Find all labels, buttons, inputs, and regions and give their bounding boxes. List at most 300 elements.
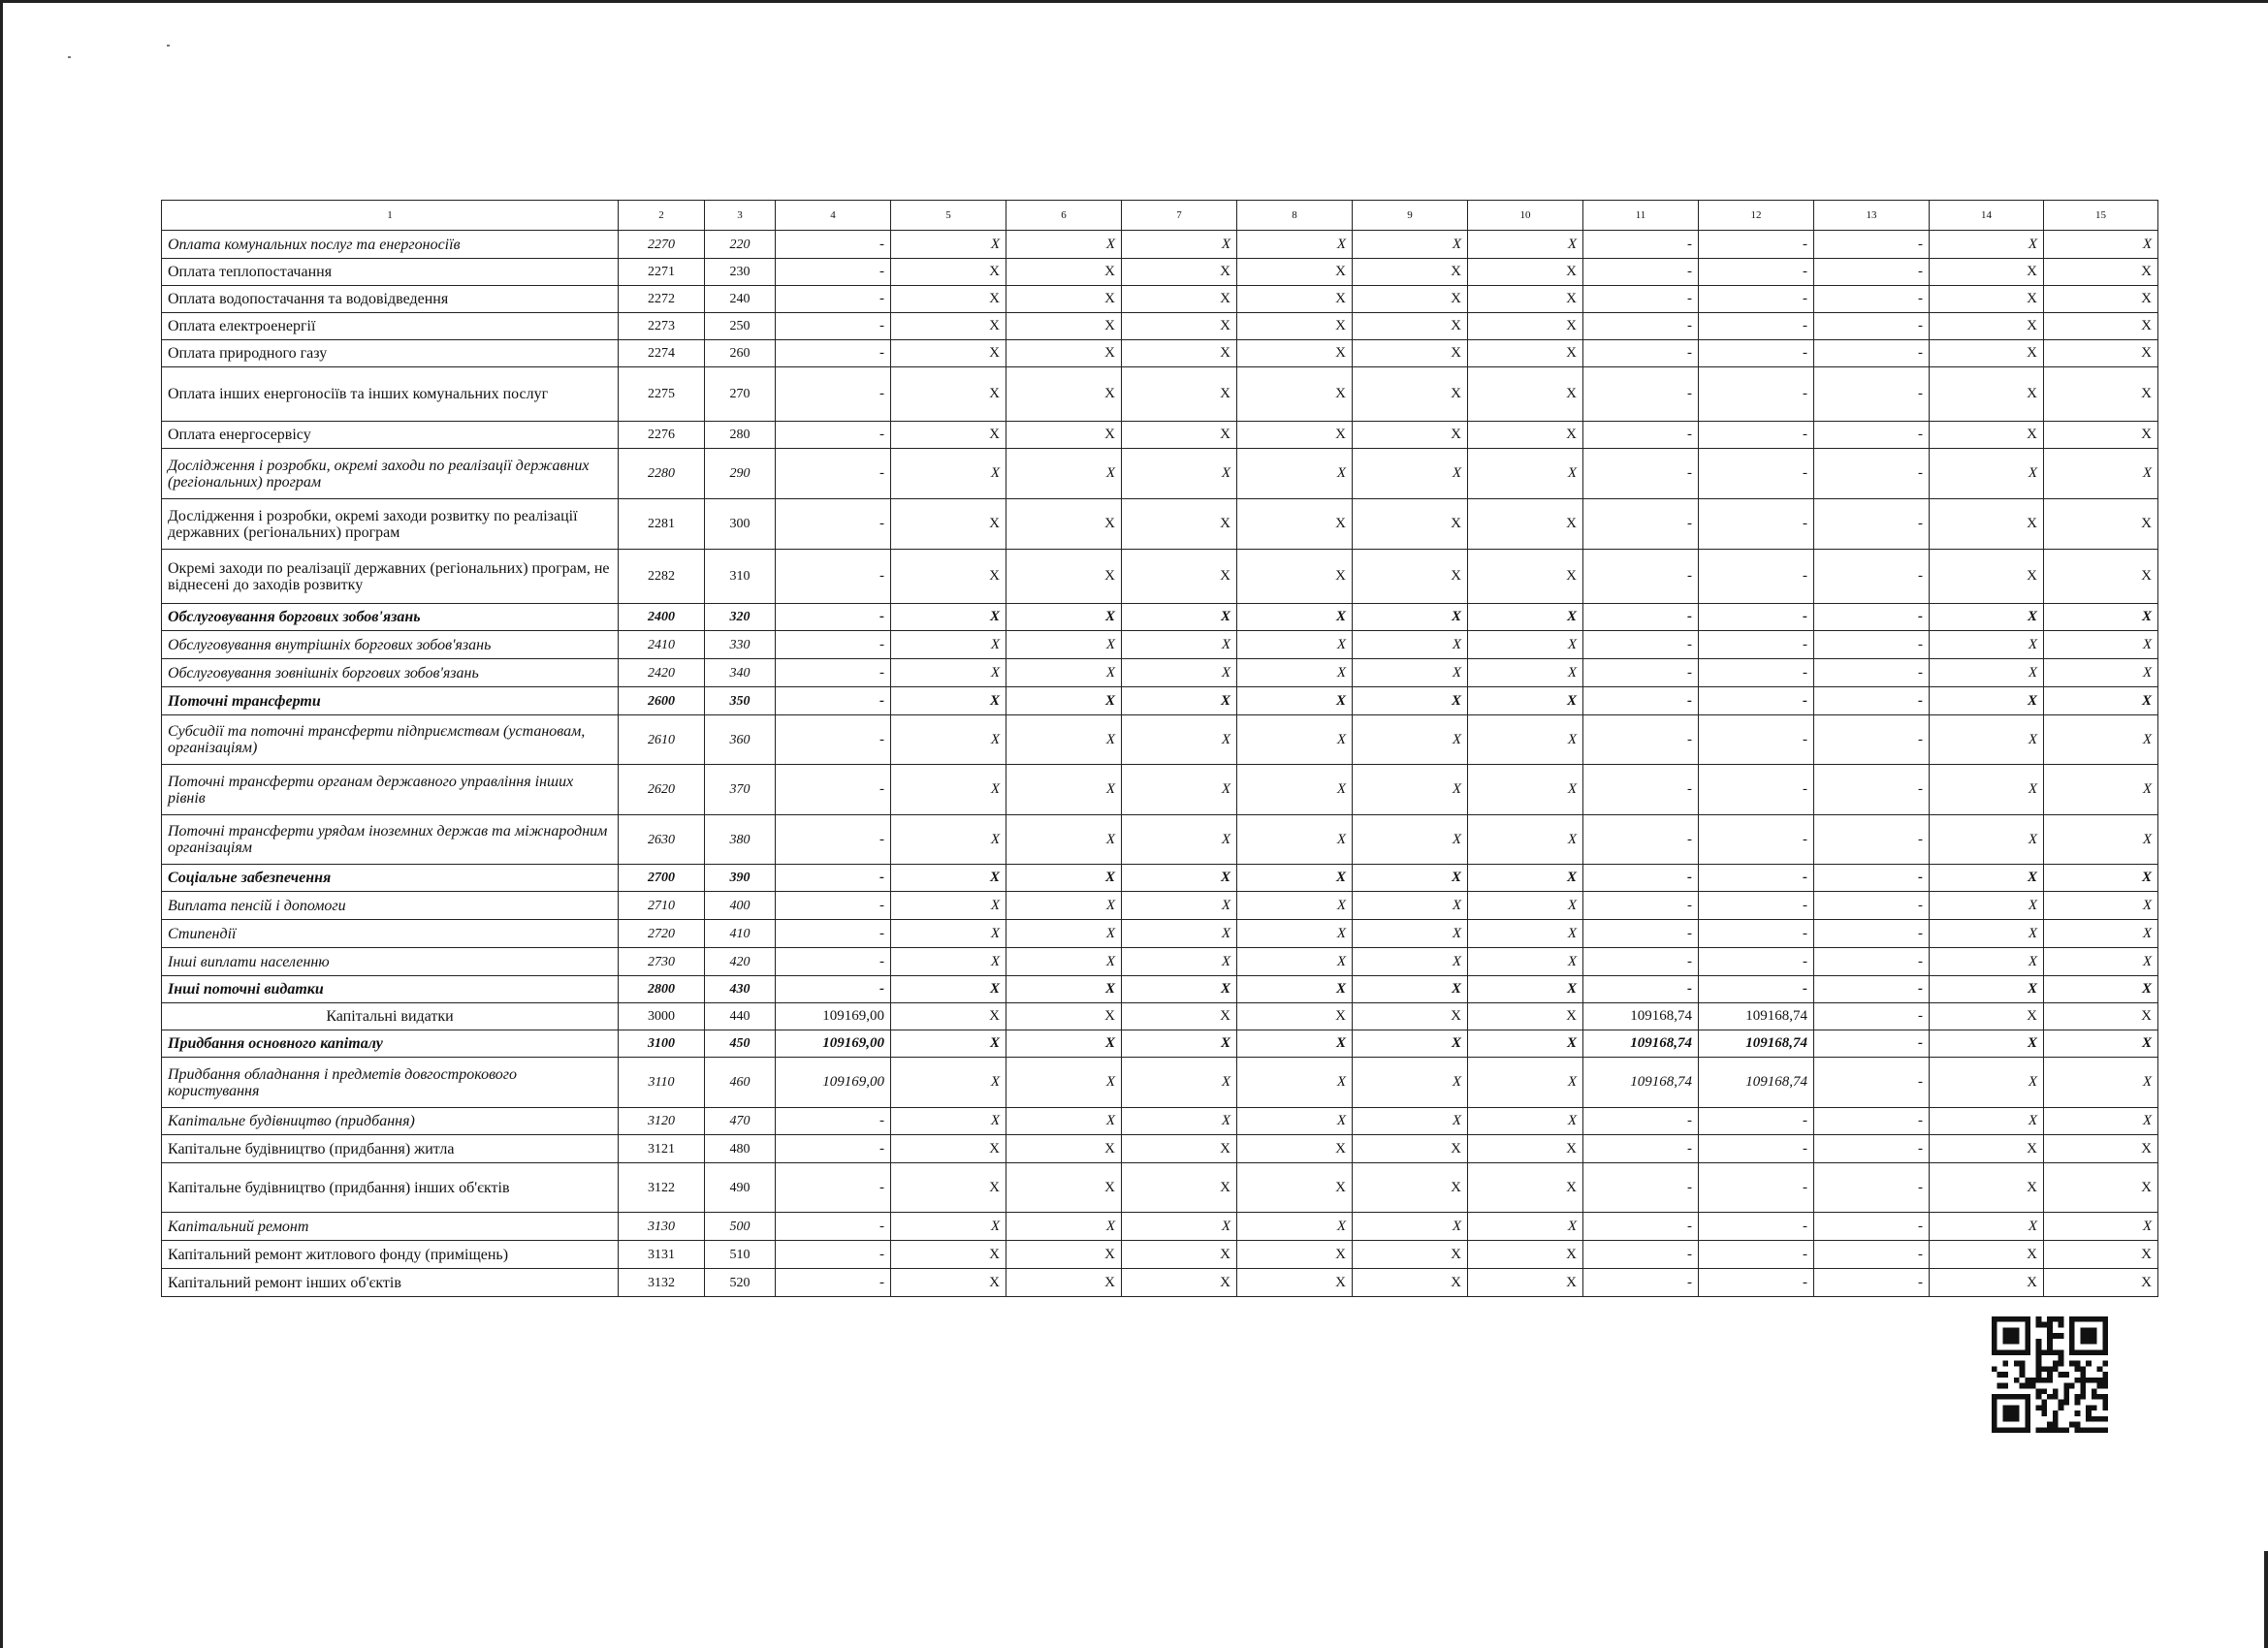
row-name: Придбання основного капіталу (162, 1030, 619, 1058)
col-12-value: - (1699, 499, 1814, 550)
x-mark-cell: X (1122, 976, 1237, 1003)
x-mark-cell: X (1353, 259, 1468, 286)
x-mark-cell: X (891, 920, 1006, 948)
x-mark-cell: X (1468, 1058, 1583, 1108)
col-11-value: - (1583, 449, 1699, 499)
x-mark-cell: X (1006, 687, 1122, 715)
x-mark-cell: X (1468, 313, 1583, 340)
x-mark-cell: X (1237, 422, 1353, 449)
row-line-code: 220 (705, 231, 776, 259)
row-kekv-code: 2282 (619, 550, 705, 604)
x-mark-cell: X (1468, 687, 1583, 715)
row-line-code: 400 (705, 892, 776, 920)
x-mark-cell: X (891, 422, 1006, 449)
x-mark-cell: X (1006, 231, 1122, 259)
x-mark-cell: X (891, 1213, 1006, 1241)
x-mark-cell: X (1353, 1213, 1468, 1241)
x-mark-cell: X (891, 449, 1006, 499)
row-kekv-code: 2276 (619, 422, 705, 449)
x-mark-cell: X (891, 313, 1006, 340)
x-mark-cell: X (1122, 1030, 1237, 1058)
row-kekv-code: 2710 (619, 892, 705, 920)
row-name: Поточні трансферти урядам іноземних держав та міжнародним організаціям (162, 815, 619, 865)
x-mark-cell: X (1930, 1030, 2044, 1058)
x-mark-cell: X (1468, 1163, 1583, 1213)
table-row (162, 631, 2158, 659)
row-name: Обслуговування зовнішніх боргових зобов'язань (162, 659, 619, 687)
x-mark-cell: X (1353, 550, 1468, 604)
x-mark-cell: X (1353, 1241, 1468, 1269)
row-line-code: 460 (705, 1058, 776, 1108)
row-name: Соціальне забезпечення (162, 865, 619, 892)
x-mark-cell: X (1930, 231, 2044, 259)
x-mark-cell: X (1930, 449, 2044, 499)
x-mark-cell: X (891, 1058, 1006, 1108)
row-name: Інші виплати населенню (162, 948, 619, 976)
x-mark-cell: X (1468, 604, 1583, 631)
x-mark-cell: X (1006, 865, 1122, 892)
row-line-code: 300 (705, 499, 776, 550)
x-mark-cell: X (1006, 367, 1122, 422)
x-mark-cell: X (1122, 765, 1237, 815)
table-row (162, 920, 2158, 948)
row-line-code: 450 (705, 1030, 776, 1058)
column-header-8: 8 (1237, 201, 1353, 231)
x-mark-cell: X (1237, 1003, 1353, 1030)
x-mark-cell: X (1237, 659, 1353, 687)
x-mark-cell: X (1468, 892, 1583, 920)
x-mark-cell: X (1237, 1058, 1353, 1108)
x-mark-cell: X (891, 815, 1006, 865)
x-mark-cell: X (1468, 1213, 1583, 1241)
x-mark-cell: X (1468, 765, 1583, 815)
x-mark-cell: X (891, 286, 1006, 313)
x-mark-cell: X (1353, 449, 1468, 499)
row-kekv-code: 2730 (619, 948, 705, 976)
table-row (162, 286, 2158, 313)
col-4-value: - (776, 1241, 891, 1269)
x-mark-cell: X (1122, 604, 1237, 631)
row-kekv-code: 2280 (619, 449, 705, 499)
x-mark-cell: X (1122, 815, 1237, 865)
x-mark-cell: X (1353, 367, 1468, 422)
row-kekv-code: 3131 (619, 1241, 705, 1269)
x-mark-cell: X (1006, 449, 1122, 499)
x-mark-cell: X (1006, 499, 1122, 550)
x-mark-cell: X (1122, 659, 1237, 687)
col-4-value: - (776, 976, 891, 1003)
col-13-value: - (1814, 659, 1930, 687)
col-12-value: 109168,74 (1699, 1030, 1814, 1058)
x-mark-cell: X (891, 865, 1006, 892)
table-row (162, 948, 2158, 976)
row-kekv-code: 2700 (619, 865, 705, 892)
x-mark-cell: X (1237, 340, 1353, 367)
col-4-value: - (776, 550, 891, 604)
column-header-1: 1 (162, 201, 619, 231)
col-11-value: - (1583, 976, 1699, 1003)
x-mark-cell: X (1468, 815, 1583, 865)
x-mark-cell: X (1353, 976, 1468, 1003)
row-line-code: 310 (705, 550, 776, 604)
col-12-value: - (1699, 976, 1814, 1003)
x-mark-cell: X (1122, 231, 1237, 259)
x-mark-cell: X (891, 659, 1006, 687)
x-mark-cell: X (1237, 604, 1353, 631)
row-name: Капітальне будівництво (придбання) (162, 1108, 619, 1135)
x-mark-cell: X (1353, 765, 1468, 815)
col-11-value: - (1583, 1269, 1699, 1297)
col-11-value: - (1583, 1135, 1699, 1163)
col-11-value: - (1583, 892, 1699, 920)
x-mark-cell: X (2044, 1108, 2158, 1135)
row-name: Оплата водопостачання та водовідведення (162, 286, 619, 313)
x-mark-cell: X (1930, 948, 2044, 976)
x-mark-cell: X (2044, 259, 2158, 286)
row-line-code: 410 (705, 920, 776, 948)
x-mark-cell: X (2044, 422, 2158, 449)
col-13-value: - (1814, 259, 1930, 286)
x-mark-cell: X (1237, 259, 1353, 286)
x-mark-cell: X (1468, 1269, 1583, 1297)
column-header-12: 12 (1699, 201, 1814, 231)
col-12-value: - (1699, 340, 1814, 367)
row-kekv-code: 2272 (619, 286, 705, 313)
table-row (162, 340, 2158, 367)
col-4-value: - (776, 286, 891, 313)
x-mark-cell: X (1930, 765, 2044, 815)
x-mark-cell: X (1930, 604, 2044, 631)
column-header-10: 10 (1468, 201, 1583, 231)
scan-edge-left (0, 0, 3, 1648)
col-13-value: - (1814, 1003, 1930, 1030)
row-kekv-code: 3132 (619, 1269, 705, 1297)
x-mark-cell: X (891, 1003, 1006, 1030)
row-line-code: 380 (705, 815, 776, 865)
column-number-header (162, 201, 2158, 231)
col-4-value: - (776, 815, 891, 865)
x-mark-cell: X (1237, 948, 1353, 976)
row-name: Стипендії (162, 920, 619, 948)
col-12-value: - (1699, 259, 1814, 286)
x-mark-cell: X (2044, 367, 2158, 422)
table-row (162, 892, 2158, 920)
col-13-value: - (1814, 631, 1930, 659)
col-4-value: - (776, 340, 891, 367)
x-mark-cell: X (1353, 1003, 1468, 1030)
col-11-value: - (1583, 715, 1699, 765)
table-row (162, 1241, 2158, 1269)
row-line-code: 390 (705, 865, 776, 892)
scan-speck (167, 45, 170, 47)
x-mark-cell: X (1006, 659, 1122, 687)
x-mark-cell: X (1237, 715, 1353, 765)
col-11-value: - (1583, 765, 1699, 815)
expenditure-table (161, 200, 2158, 1297)
table-row (162, 550, 2158, 604)
x-mark-cell: X (1006, 948, 1122, 976)
row-name: Капітальний ремонт інших об'єктів (162, 1269, 619, 1297)
row-line-code: 260 (705, 340, 776, 367)
x-mark-cell: X (1353, 815, 1468, 865)
column-header-11: 11 (1583, 201, 1699, 231)
x-mark-cell: X (1468, 286, 1583, 313)
x-mark-cell: X (1237, 865, 1353, 892)
x-mark-cell: X (1468, 1135, 1583, 1163)
col-12-value: - (1699, 892, 1814, 920)
row-kekv-code: 3121 (619, 1135, 705, 1163)
row-kekv-code: 2720 (619, 920, 705, 948)
x-mark-cell: X (1930, 1058, 2044, 1108)
x-mark-cell: X (2044, 687, 2158, 715)
x-mark-cell: X (1468, 920, 1583, 948)
table-row (162, 1269, 2158, 1297)
row-name: Капітальний ремонт (162, 1213, 619, 1241)
row-kekv-code: 2630 (619, 815, 705, 865)
x-mark-cell: X (1468, 865, 1583, 892)
x-mark-cell: X (891, 367, 1006, 422)
col-12-value: - (1699, 367, 1814, 422)
x-mark-cell: X (1122, 865, 1237, 892)
x-mark-cell: X (1353, 340, 1468, 367)
x-mark-cell: X (1353, 1108, 1468, 1135)
x-mark-cell: X (1122, 367, 1237, 422)
scan-edge-right (2264, 1551, 2268, 1648)
row-kekv-code: 2271 (619, 259, 705, 286)
col-13-value: - (1814, 948, 1930, 976)
x-mark-cell: X (1122, 259, 1237, 286)
x-mark-cell: X (891, 550, 1006, 604)
x-mark-cell: X (1930, 1241, 2044, 1269)
row-name: Капітальне будівництво (придбання) інших об'єктів (162, 1163, 619, 1213)
x-mark-cell: X (1353, 1058, 1468, 1108)
row-name: Оплата інших енергоносіїв та інших комунальних послуг (162, 367, 619, 422)
x-mark-cell: X (1930, 865, 2044, 892)
col-4-value: - (776, 948, 891, 976)
x-mark-cell: X (1122, 340, 1237, 367)
x-mark-cell: X (1468, 367, 1583, 422)
col-4-value: - (776, 1269, 891, 1297)
row-kekv-code: 2273 (619, 313, 705, 340)
col-12-value: - (1699, 1135, 1814, 1163)
x-mark-cell: X (1930, 286, 2044, 313)
x-mark-cell: X (1468, 948, 1583, 976)
x-mark-cell: X (1006, 1241, 1122, 1269)
x-mark-cell: X (1353, 948, 1468, 976)
row-kekv-code: 2800 (619, 976, 705, 1003)
col-4-value: - (776, 687, 891, 715)
row-name: Поточні трансферти (162, 687, 619, 715)
col-12-value: - (1699, 659, 1814, 687)
x-mark-cell: X (891, 976, 1006, 1003)
x-mark-cell: X (1122, 550, 1237, 604)
x-mark-cell: X (891, 1241, 1006, 1269)
x-mark-cell: X (891, 499, 1006, 550)
row-name: Поточні трансферти органам державного управління інших рівнів (162, 765, 619, 815)
x-mark-cell: X (1468, 976, 1583, 1003)
col-12-value: - (1699, 313, 1814, 340)
row-name: Окремі заходи по реалізації державних (регіональних) програм, не віднесені до заходів розвитку (162, 550, 619, 604)
x-mark-cell: X (1353, 1269, 1468, 1297)
column-header-9: 9 (1353, 201, 1468, 231)
row-kekv-code: 2420 (619, 659, 705, 687)
col-13-value: - (1814, 1269, 1930, 1297)
x-mark-cell: X (1237, 815, 1353, 865)
x-mark-cell: X (891, 259, 1006, 286)
x-mark-cell: X (1122, 1058, 1237, 1108)
column-header-2: 2 (619, 201, 705, 231)
col-4-value: - (776, 920, 891, 948)
col-12-value: - (1699, 1241, 1814, 1269)
x-mark-cell: X (1930, 499, 2044, 550)
col-4-value: - (776, 259, 891, 286)
col-13-value: - (1814, 892, 1930, 920)
col-13-value: - (1814, 715, 1930, 765)
x-mark-cell: X (891, 892, 1006, 920)
col-4-value: - (776, 1135, 891, 1163)
qr-code-icon (1992, 1316, 2108, 1433)
col-13-value: - (1814, 286, 1930, 313)
col-11-value: - (1583, 948, 1699, 976)
col-12-value: - (1699, 920, 1814, 948)
table-row (162, 422, 2158, 449)
col-12-value: - (1699, 604, 1814, 631)
col-12-value: - (1699, 550, 1814, 604)
x-mark-cell: X (1237, 449, 1353, 499)
row-name: Дослідження і розробки, окремі заходи розвитку по реалізації державних (регіональних) програм (162, 499, 619, 550)
table-row (162, 1003, 2158, 1030)
x-mark-cell: X (2044, 765, 2158, 815)
row-line-code: 500 (705, 1213, 776, 1241)
col-11-value: - (1583, 865, 1699, 892)
x-mark-cell: X (1930, 1108, 2044, 1135)
table-body (162, 231, 2158, 1297)
col-11-value: - (1583, 631, 1699, 659)
row-kekv-code: 3100 (619, 1030, 705, 1058)
x-mark-cell: X (1122, 715, 1237, 765)
x-mark-cell: X (1930, 715, 2044, 765)
table-row (162, 1030, 2158, 1058)
x-mark-cell: X (1468, 631, 1583, 659)
x-mark-cell: X (2044, 313, 2158, 340)
scan-edge-top (0, 0, 2268, 3)
row-name: Оплата електроенергії (162, 313, 619, 340)
col-13-value: - (1814, 687, 1930, 715)
col-12-value: 109168,74 (1699, 1003, 1814, 1030)
x-mark-cell: X (1237, 1269, 1353, 1297)
x-mark-cell: X (1006, 765, 1122, 815)
x-mark-cell: X (1006, 259, 1122, 286)
x-mark-cell: X (1353, 631, 1468, 659)
x-mark-cell: X (1122, 1108, 1237, 1135)
row-name: Капітальне будівництво (придбання) житла (162, 1135, 619, 1163)
col-12-value: - (1699, 231, 1814, 259)
col-4-value: - (776, 659, 891, 687)
row-kekv-code: 2600 (619, 687, 705, 715)
row-name: Оплата природного газу (162, 340, 619, 367)
x-mark-cell: X (891, 604, 1006, 631)
col-11-value: - (1583, 367, 1699, 422)
x-mark-cell: X (1237, 687, 1353, 715)
row-kekv-code: 2410 (619, 631, 705, 659)
col-12-value: - (1699, 715, 1814, 765)
x-mark-cell: X (1930, 340, 2044, 367)
col-13-value: - (1814, 604, 1930, 631)
x-mark-cell: X (1006, 1213, 1122, 1241)
col-13-value: - (1814, 1030, 1930, 1058)
row-kekv-code: 3122 (619, 1163, 705, 1213)
col-4-value: - (776, 231, 891, 259)
col-4-value: - (776, 1108, 891, 1135)
x-mark-cell: X (891, 1135, 1006, 1163)
x-mark-cell: X (1122, 1163, 1237, 1213)
x-mark-cell: X (2044, 1213, 2158, 1241)
x-mark-cell: X (1468, 1108, 1583, 1135)
col-11-value: 109168,74 (1583, 1030, 1699, 1058)
x-mark-cell: X (1930, 1135, 2044, 1163)
x-mark-cell: X (1006, 976, 1122, 1003)
col-12-value: - (1699, 815, 1814, 865)
row-line-code: 490 (705, 1163, 776, 1213)
col-11-value: - (1583, 1163, 1699, 1213)
x-mark-cell: X (1353, 659, 1468, 687)
x-mark-cell: X (1353, 231, 1468, 259)
col-4-value: - (776, 313, 891, 340)
x-mark-cell: X (1353, 715, 1468, 765)
col-13-value: - (1814, 1135, 1930, 1163)
x-mark-cell: X (1930, 367, 2044, 422)
row-name: Капітальні видатки (162, 1003, 619, 1030)
col-12-value: - (1699, 765, 1814, 815)
x-mark-cell: X (1122, 286, 1237, 313)
x-mark-cell: X (1006, 1135, 1122, 1163)
x-mark-cell: X (1237, 1163, 1353, 1213)
row-kekv-code: 3130 (619, 1213, 705, 1241)
x-mark-cell: X (1353, 920, 1468, 948)
x-mark-cell: X (2044, 659, 2158, 687)
col-11-value: - (1583, 1108, 1699, 1135)
x-mark-cell: X (891, 231, 1006, 259)
x-mark-cell: X (1468, 1241, 1583, 1269)
row-line-code: 470 (705, 1108, 776, 1135)
x-mark-cell: X (2044, 815, 2158, 865)
table-row (162, 976, 2158, 1003)
col-13-value: - (1814, 1108, 1930, 1135)
col-12-value: - (1699, 1108, 1814, 1135)
x-mark-cell: X (2044, 892, 2158, 920)
col-11-value: 109168,74 (1583, 1058, 1699, 1108)
row-line-code: 430 (705, 976, 776, 1003)
col-11-value: - (1583, 659, 1699, 687)
x-mark-cell: X (1122, 687, 1237, 715)
col-12-value: - (1699, 1213, 1814, 1241)
x-mark-cell: X (1237, 231, 1353, 259)
row-line-code: 320 (705, 604, 776, 631)
row-line-code: 370 (705, 765, 776, 815)
col-11-value: - (1583, 286, 1699, 313)
table-row (162, 865, 2158, 892)
col-4-value: - (776, 715, 891, 765)
x-mark-cell: X (1353, 892, 1468, 920)
x-mark-cell: X (1122, 499, 1237, 550)
col-4-value: - (776, 604, 891, 631)
col-11-value: - (1583, 604, 1699, 631)
col-11-value: 109168,74 (1583, 1003, 1699, 1030)
col-13-value: - (1814, 765, 1930, 815)
x-mark-cell: X (1353, 1163, 1468, 1213)
x-mark-cell: X (1237, 1213, 1353, 1241)
col-11-value: - (1583, 687, 1699, 715)
